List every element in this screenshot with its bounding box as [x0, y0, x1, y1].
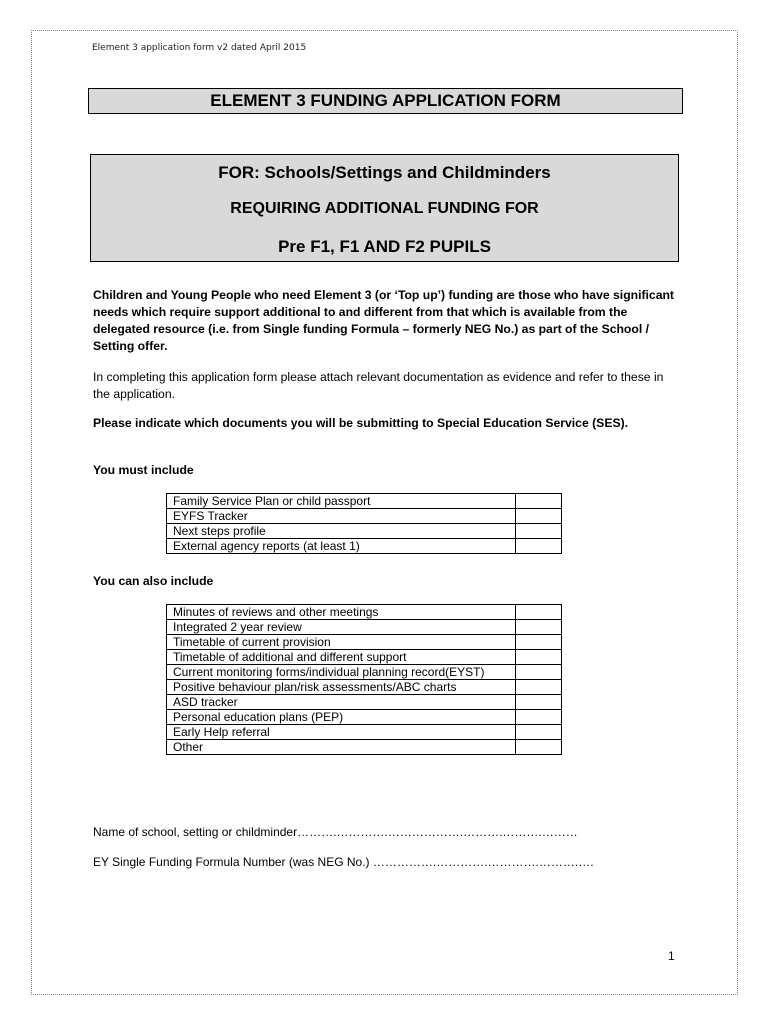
- document-checkbox[interactable]: [516, 695, 562, 710]
- document-checkbox[interactable]: [516, 740, 562, 755]
- table-row: [167, 635, 562, 650]
- intro-plain-paragraph: In completing this application form please attach relevant documentation as evidence and refer to these in the application.: [93, 370, 664, 401]
- also-include-table: [166, 604, 562, 755]
- document-label: Integrated 2 year review: [167, 620, 516, 635]
- indicate-paragraph: Please indicate which documents you will be submitting to Special Education Service (SES).: [93, 416, 629, 430]
- table-row: [167, 680, 562, 695]
- table-row: [167, 620, 562, 635]
- document-label: Early Help referral: [167, 725, 516, 740]
- document-label: Family Service Plan or child passport: [167, 494, 516, 509]
- form-title: ELEMENT 3 FUNDING APPLICATION FORM: [88, 88, 683, 114]
- header-note: Element 3 application form v2 dated April 2015: [92, 43, 307, 53]
- document-checkbox[interactable]: [516, 605, 562, 620]
- document-label: EYFS Tracker: [167, 509, 516, 524]
- document-label: Current monitoring forms/individual planning record(EYST): [167, 665, 516, 680]
- document-label: Next steps profile: [167, 524, 516, 539]
- intro-bold-paragraph: Children and Young People who need Element 3 (or ‘Top up’) funding are those who have significant needs which require support additional to and different from that which is available from the delegated resource (i.e. from Single funding Formula – formerly NEG No.) as part of the School / Setting offer.: [93, 288, 674, 353]
- document-label: Timetable of additional and different support: [167, 650, 516, 665]
- document-label: Minutes of reviews and other meetings: [167, 605, 516, 620]
- subtitle-line-2: REQUIRING ADDITIONAL FUNDING FOR: [230, 200, 539, 217]
- document-checkbox[interactable]: [516, 524, 562, 539]
- table-row: [167, 524, 562, 539]
- must-include-heading: You must include: [93, 463, 194, 477]
- must-include-table: [166, 493, 562, 554]
- table-row: [167, 539, 562, 554]
- funding-formula-number-field[interactable]: EY Single Funding Formula Number (was NEG No.) …………….………….………….……….….: [93, 855, 594, 869]
- document-label: Timetable of current provision: [167, 635, 516, 650]
- table-row: [167, 725, 562, 740]
- document-checkbox[interactable]: [516, 539, 562, 554]
- document-checkbox[interactable]: [516, 650, 562, 665]
- document-checkbox[interactable]: [516, 725, 562, 740]
- document-checkbox[interactable]: [516, 680, 562, 695]
- table-row: [167, 710, 562, 725]
- document-checkbox[interactable]: [516, 635, 562, 650]
- table-row: [167, 695, 562, 710]
- document-label: Positive behaviour plan/risk assessments/ABC charts: [167, 680, 516, 695]
- table-row: [167, 650, 562, 665]
- document-checkbox[interactable]: [516, 509, 562, 524]
- also-include-heading: You can also include: [93, 574, 214, 588]
- subtitle-line-1: FOR: Schools/Settings and Childminders: [218, 163, 551, 182]
- document-checkbox[interactable]: [516, 710, 562, 725]
- table-row: [167, 509, 562, 524]
- document-label: ASD tracker: [167, 695, 516, 710]
- document-label: External agency reports (at least 1): [167, 539, 516, 554]
- document-checkbox[interactable]: [516, 665, 562, 680]
- document-checkbox[interactable]: [516, 620, 562, 635]
- subtitle-line-3: Pre F1, F1 AND F2 PUPILS: [278, 237, 491, 256]
- school-name-field[interactable]: Name of school, setting or childminder……….………….……………….……….……….………: [93, 825, 578, 839]
- subtitle-box: [90, 154, 679, 262]
- table-row: [167, 605, 562, 620]
- document-label: Other: [167, 740, 516, 755]
- table-row: [167, 740, 562, 755]
- document-checkbox[interactable]: [516, 494, 562, 509]
- table-row: [167, 665, 562, 680]
- table-row: [167, 494, 562, 509]
- page-number: 1: [668, 949, 675, 963]
- document-label: Personal education plans (PEP): [167, 710, 516, 725]
